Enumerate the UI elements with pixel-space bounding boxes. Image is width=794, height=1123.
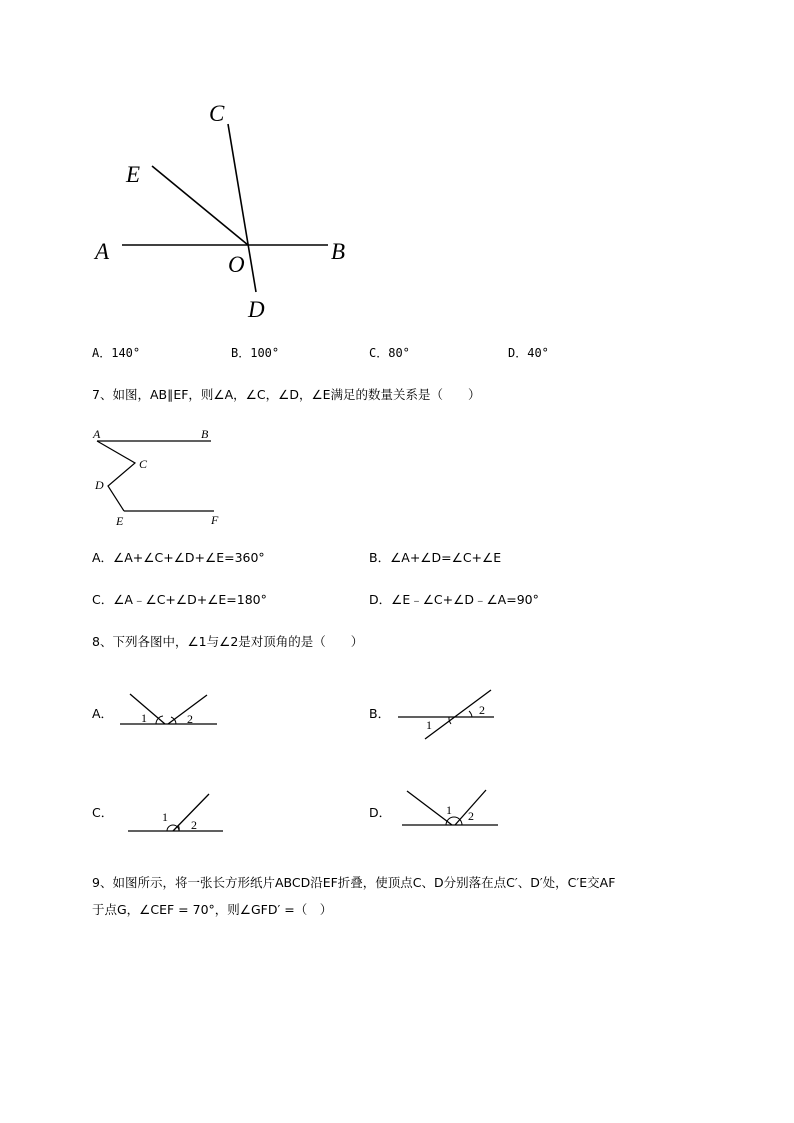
q6-option-a: A．140° xyxy=(92,346,141,360)
label-a: A xyxy=(93,427,101,441)
q8-option-c-letter: C． xyxy=(92,805,114,820)
q9-stem-line1: 9、如图所示，将一张长方形纸片ABCD沿EF折叠，使顶点C、D分别落在点C′、D′处，C′E交AF xyxy=(92,875,616,890)
label-d: D xyxy=(248,297,265,322)
q7-option-b: B．∠A+∠D=∠C+∠E xyxy=(369,550,502,565)
q8-option-b-letter: B． xyxy=(369,706,391,721)
q8-stem: 8、下列各图中，∠1与∠2是对顶角的是（ ） xyxy=(92,634,364,649)
angle-1: 1 xyxy=(446,803,452,817)
q7-option-d: D．∠E﹣∠C+∠D﹣∠A=90° xyxy=(369,592,539,607)
angle-2: 2 xyxy=(468,809,474,823)
q6-option-d: D．40° xyxy=(508,346,549,360)
q8-figure-d xyxy=(402,790,498,825)
q8-option-a-letter: A． xyxy=(92,706,114,721)
angle-1: 1 xyxy=(162,810,168,824)
label-c: C xyxy=(139,457,148,471)
label-a: A xyxy=(95,239,110,264)
q9-stem-line2: 于点G，∠CEF = 70°，则∠GFD′ =（ ） xyxy=(92,902,333,917)
angle-2: 2 xyxy=(191,818,197,832)
q7-stem: 7、如图，AB∥EF，则∠A，∠C，∠D，∠E满足的数量关系是（ ） xyxy=(92,387,481,402)
angle-2: 2 xyxy=(187,712,193,726)
q6-option-b: B．100° xyxy=(231,346,280,360)
q8-figure-b xyxy=(398,690,494,739)
label-e: E xyxy=(126,162,141,187)
q6-option-c: C．80° xyxy=(369,346,410,360)
q8-figure-a xyxy=(120,694,217,726)
angle-1: 1 xyxy=(141,711,147,725)
label-c: C xyxy=(209,101,225,126)
label-d: D xyxy=(95,478,104,492)
angle-2: 2 xyxy=(479,703,485,717)
label-e: E xyxy=(116,514,124,528)
q7-option-c: C．∠A﹣∠C+∠D+∠E=180° xyxy=(92,592,267,607)
q7-option-a: A．∠A+∠C+∠D+∠E=360° xyxy=(92,550,265,565)
label-f: F xyxy=(211,513,219,527)
angle-1: 1 xyxy=(426,718,432,732)
label-b: B xyxy=(331,239,346,264)
q8-figure-c xyxy=(128,794,223,832)
label-o: O xyxy=(228,252,245,277)
q8-option-d-letter: D． xyxy=(369,805,392,820)
label-b: B xyxy=(201,427,209,441)
